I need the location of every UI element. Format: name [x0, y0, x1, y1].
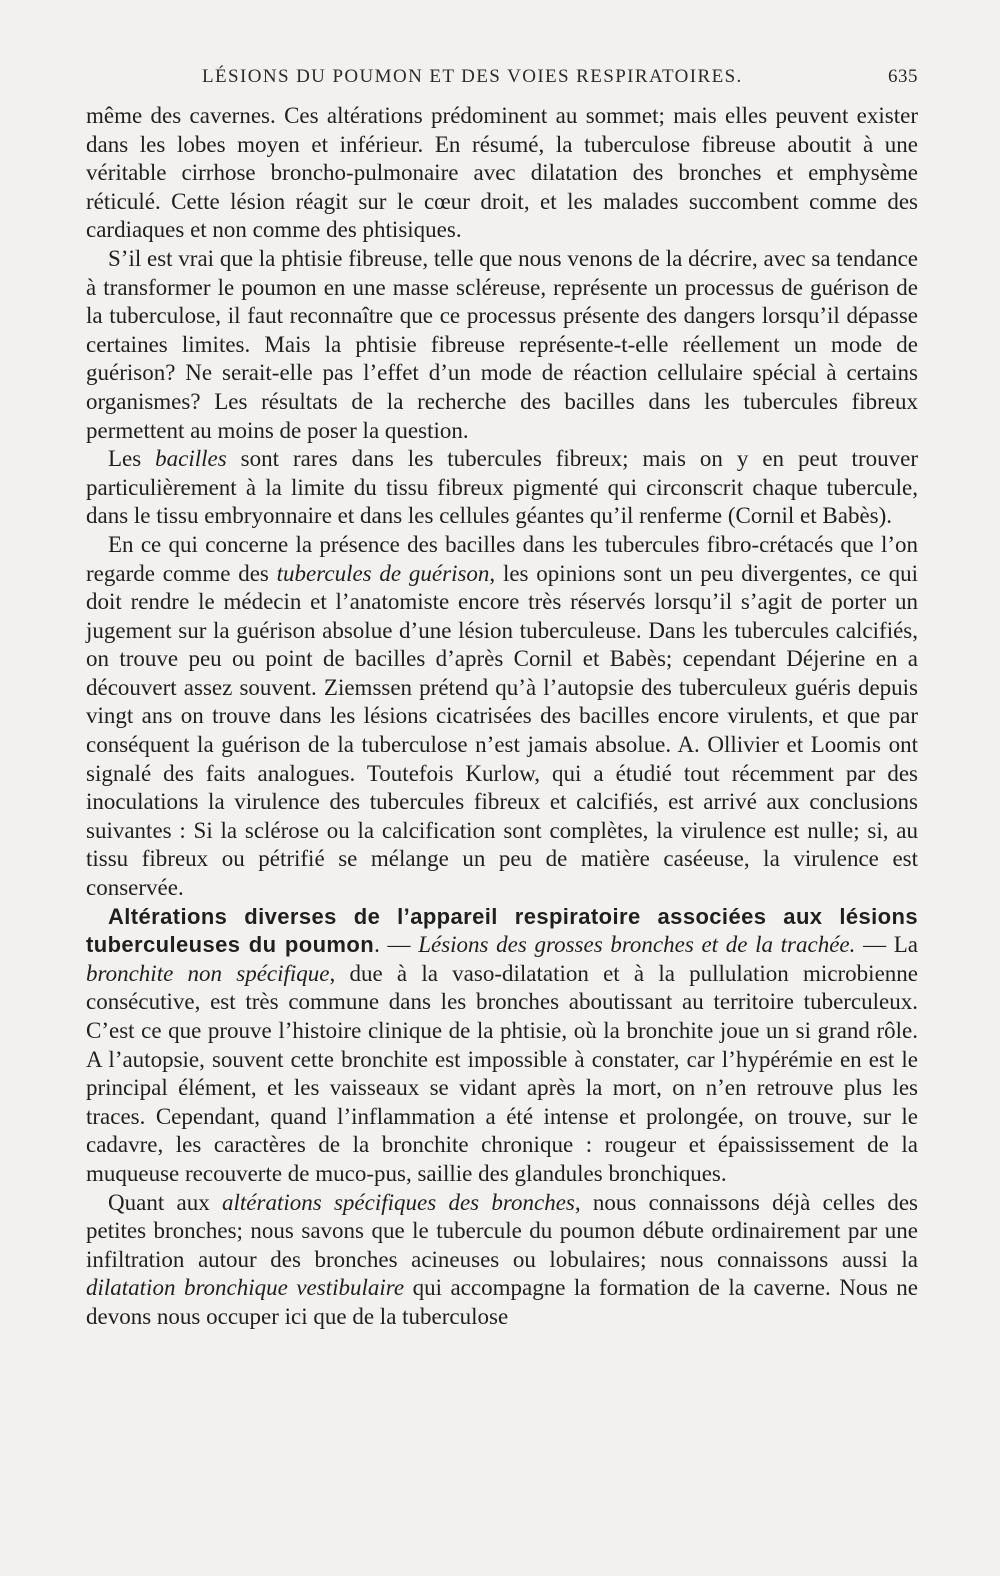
paragraph-5-italic: bronchite non spécifique: [86, 960, 330, 986]
paragraph-5-text: , due à la vaso-dilatation et à la pullulation microbienne consécutive, est très commune dans les bronches aboutissant au territoire tuberculeux. C’est ce que prouve l’histoire clinique de la phtisie, où la bronchite joue un si grand rôle. A l’autopsie, souvent cette bronchite est impossible à constater, car l’hypérémie en est le principal élément, et les vaisseaux se vidant après la mort, on n’en retrouve plus les traces. Cependant, quand l’inflammation a été intense et prolongée, on trouve, sur le cadavre, les caractères de la bronchite chronique : rougeur et épaississement de la muqueuse recouverte de muco-pus, saillie des glandules bronchiques.: [86, 960, 918, 1186]
running-header: [86, 66, 918, 88]
paragraph-6: [86, 1189, 918, 1332]
page-number: 635: [888, 66, 918, 87]
paragraph-6-italic-2: dilatation bronchique vestibulaire: [86, 1275, 405, 1301]
heading-dash: . —: [374, 932, 419, 958]
paragraph-3: [86, 445, 918, 531]
paragraph-2: S’il est vrai que la phtisie fibreuse, telle que nous venons de la décrire, avec sa tendance à transformer le poumon en une masse scléreuse, représente un processus de guérison de la tuberculose, il faut reconnaître que ce processus présente des dangers lorsqu’il dépasse certaines limites. Mais la phtisie fibreuse représente-t-elle réellement un mode de guérison? Ne serait-elle pas l’effet d’un mode de réaction cellulaire spécial à certains organismes? Les résultats de la recherche des bacilles dans les tubercules fibreux permettent au moins de poser la question.: [86, 245, 918, 443]
subsection-heading: Lésions des grosses bronches et de la trachée.: [418, 932, 856, 958]
paragraph-3-text-b: sont rares dans les tubercules fibreux; mais on y en peut trouver particulièrement à la limite du tissu fibreux pigmenté qui circonscrit chaque tubercule, dans le tissu embryonnaire et dans les cellules géantes qu’il renferme (Cornil et Babès).: [86, 446, 918, 529]
section-heading: Altérations diverses de l’appareil respiratoire associées aux lésions tuberculeuses du poumon: [86, 903, 918, 958]
paragraph-6-text-b: , nous connaissons déjà celles des petites bronches; nous savons que le tubercule du poumon débute ordinairement par une infiltration autour des bronches acineuses ou lobulaires; nous connaissons aussi la: [86, 1189, 918, 1272]
paragraph-4-text-b: , les opinions sont un peu divergentes, ce qui doit rendre le médecin et l’anatomiste encore très réservés lorsqu’il s’agit de porter un jugement sur la guérison absolue d’une lésion tuberculeuse. Dans les tubercules calcifiés, on trouve peu ou point de bacilles d’après Cornil et Babès; cependant Déjerine en a découvert assez souvent. Ziemssen prétend qu’à l’autopsie des tuberculeux guéris depuis vingt ans on trouve dans les lésions cicatrisées des bacilles encore virulents, et que par conséquent la guérison de la tuberculose n’est jamais absolue. A. Ollivier et Loomis ont signalé des faits analogues. Toutefois Kurlow, qui a étudié tout récemment par des inoculations la virulence des tubercules fibreux et calcifiés, est arrivé aux conclusions suivantes : Si la sclérose ou la calcification sont complètes, la virulence est nulle; si, au tissu fibreux ou pétrifié se mélange un peu de matière caséeuse, la virulence est conservée.: [86, 560, 918, 901]
body-text: [86, 102, 918, 1332]
paragraph-4-text-a: En ce qui concerne la présence des bacilles dans les tubercules fibro-crétacés que l’on regarde comme des: [86, 531, 918, 586]
paragraph-6-italic-1: altérations spécifiques des bronches: [222, 1189, 575, 1215]
paragraph-1: même des cavernes. Ces altérations prédominent au sommet; mais elles peuvent exister dans les lobes moyen et inférieur. En résumé, la tuberculose fibreuse aboutit à une véritable cirrhose broncho-pulmonaire avec dilatation des bronches et emphysème réticulé. Cette lésion réagit sur le cœur droit, et les malades succombent comme des cardiaques et non comme des phtisiques.: [86, 103, 918, 243]
paragraph-6-text-c: qui accompagne la formation de la caverne. Nous ne devons nous occuper ici que de la tuberculose: [86, 1275, 918, 1329]
paragraph-4: [86, 531, 918, 903]
running-title: LÉSIONS DU POUMON ET DES VOIES RESPIRATOIRES.: [202, 66, 743, 87]
paragraph-5-dash: — La: [855, 932, 918, 958]
paragraph-6-text-a: Quant aux: [108, 1189, 222, 1215]
paragraph-4-italic: tubercules de guérison: [276, 560, 490, 586]
paragraph-3-italic: bacilles: [155, 446, 227, 472]
paragraph-3-text-a: Les: [108, 446, 156, 472]
paragraph-5: [86, 903, 918, 1189]
